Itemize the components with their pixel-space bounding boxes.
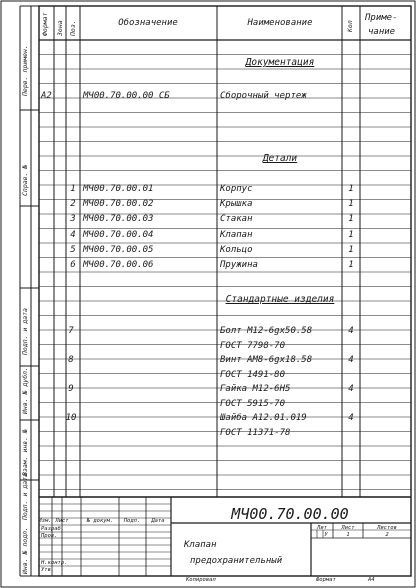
standard-qty: 4 xyxy=(348,384,354,394)
header-name: Наименование xyxy=(247,18,313,28)
header-format: Формат xyxy=(41,12,49,36)
product-name-line1: Клапан xyxy=(184,540,217,550)
side-perv-primen: Перв. примен. xyxy=(21,45,29,96)
stamp-razrab: Разраб. xyxy=(41,526,65,532)
doc-designation: МЧ00.70.00.00 СБ xyxy=(83,91,170,101)
side-podp-data-1: Подп. и дата xyxy=(21,308,29,355)
detail-pos: 2 xyxy=(70,199,76,210)
value-list: 1 xyxy=(346,532,350,538)
value-lit: У xyxy=(324,532,328,538)
stamp-n-kontr: Н.контр. xyxy=(41,560,68,566)
detail-name: Стакан xyxy=(220,214,253,225)
standard-pos: 10 xyxy=(65,413,77,423)
outer-frame xyxy=(1,1,415,587)
doc-name: Сборочный чертеж xyxy=(220,91,307,101)
value-listov: 2 xyxy=(385,532,389,538)
side-podp-data-2: Подп. и дата xyxy=(21,473,29,520)
detail-name: Корпус xyxy=(220,184,253,194)
detail-pos: 6 xyxy=(70,260,76,270)
footer-copied: Копировал xyxy=(186,577,216,583)
section-details: Детали xyxy=(262,153,298,164)
detail-pos: 5 xyxy=(70,244,76,255)
standard-qty: 4 xyxy=(348,355,354,365)
stamp-col-data: Дата xyxy=(151,518,165,524)
detail-name: Клапан xyxy=(220,229,253,240)
detail-qty: 1 xyxy=(348,260,354,270)
stamp-col-list: Лист xyxy=(55,518,69,524)
detail-pos: 4 xyxy=(70,229,76,240)
detail-qty: 1 xyxy=(348,229,354,240)
label-lit: Лит xyxy=(317,525,327,531)
standard-qty: 4 xyxy=(348,326,354,336)
detail-name: Кольцо xyxy=(220,244,253,255)
stamp-utv: Утв. xyxy=(41,567,55,573)
standard-gost: ГОСТ 1491-80 xyxy=(220,370,286,380)
label-list: Лист xyxy=(341,525,355,531)
standard-gost: ГОСТ 11371-78 xyxy=(220,428,291,438)
detail-qty: 1 xyxy=(348,199,354,210)
detail-name: Крышка xyxy=(220,199,253,210)
header-designation: Обозначение xyxy=(118,18,178,28)
detail-qty: 1 xyxy=(348,184,354,194)
section-standard: Стандартные изделия xyxy=(225,294,335,305)
footer-format-value: А4 xyxy=(368,577,375,583)
standard-gost: ГОСТ 7798-70 xyxy=(220,341,286,351)
detail-designation: МЧ00.70.00.06 xyxy=(83,260,154,270)
detail-designation: МЧ00.70.00.03 xyxy=(83,214,154,225)
header-note-line1: Приме- xyxy=(365,13,398,23)
stamp-col-doc: № докум. xyxy=(86,518,114,524)
standard-pos: 7 xyxy=(68,326,74,336)
drawing-code: МЧ00.70.00.00 xyxy=(231,505,349,523)
header-pos: Поз. xyxy=(69,20,77,36)
product-name-line2: предохранительный xyxy=(190,556,283,566)
side-sprav-number: Справ. № xyxy=(21,164,29,196)
side-vzam-inv: Взам. инв. № xyxy=(21,429,29,476)
stamp-col-izm: Изм. xyxy=(38,518,52,524)
standard-pos: 9 xyxy=(68,384,74,394)
standard-qty: 4 xyxy=(348,413,354,423)
stamp-prov: Пров. xyxy=(41,533,58,539)
detail-designation: МЧ00.70.00.04 xyxy=(83,229,154,240)
footer-format-label: Формат xyxy=(316,577,336,583)
detail-pos: 1 xyxy=(70,184,76,194)
standard-gost: ГОСТ 5915-70 xyxy=(220,399,286,409)
header-qty: Кол xyxy=(346,20,354,32)
standard-name: Болт М12-6gx50.58 xyxy=(220,326,313,336)
side-inv-dubl: Инв. № дубл. xyxy=(21,367,29,414)
header-note-line2: чание xyxy=(368,27,396,37)
header-zone: Зона xyxy=(56,20,64,36)
detail-qty: 1 xyxy=(348,244,354,255)
detail-qty: 1 xyxy=(348,214,354,225)
standard-name: Винт АМ8-6gx18.58 xyxy=(220,355,313,365)
detail-name: Пружина xyxy=(220,260,258,270)
detail-designation: МЧ00.70.00.02 xyxy=(83,199,154,210)
detail-pos: 3 xyxy=(70,214,76,225)
doc-format: А2 xyxy=(41,91,52,101)
standard-pos: 8 xyxy=(68,355,74,365)
standard-name: Шайба А12.01.019 xyxy=(220,413,307,423)
standard-name: Гайка М12-6Н5 xyxy=(220,384,291,394)
section-documentation: Документация xyxy=(245,57,315,68)
stamp-col-podp: Подп. xyxy=(123,518,141,524)
label-listov: Листов xyxy=(377,525,397,531)
side-inv-podl: Инв. № подл. xyxy=(21,527,29,574)
detail-designation: МЧ00.70.00.05 xyxy=(83,244,154,255)
detail-designation: МЧ00.70.00.01 xyxy=(83,184,154,194)
